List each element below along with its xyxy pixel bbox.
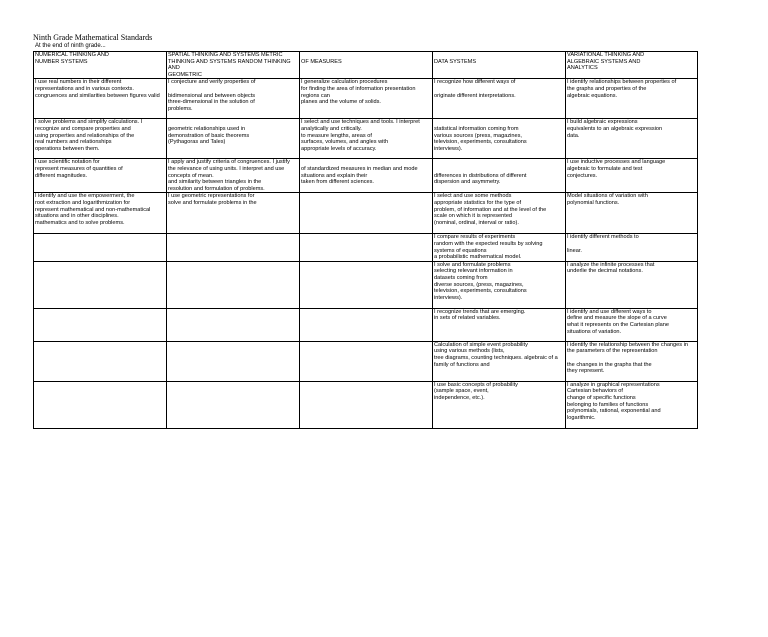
header-spatial: SPATIAL THINKING AND SYSTEMS METRIC THINKING AND SYSTEMS RANDOM THINKING AND GEOMETRIC — [167, 52, 300, 79]
table-cell: I use inductive processes and language algebraic to formulate and test conjectures. — [566, 159, 698, 193]
table-cell — [34, 308, 167, 341]
table-cell: I recognize trends that are emerging. in sets of related variables. — [433, 308, 566, 341]
header-variational: VARIATIONAL THINKING AND ALGEBRAIC SYSTEMS AND ANALYTICS — [566, 52, 698, 79]
standards-table — [33, 51, 698, 429]
table-cell: I use real numbers in their different representations and in various contexts. congruences and similarities between figures valid — [34, 79, 167, 119]
table-cell: statistical information coming from various sources (press, magazines, television, experiments, consultations interviews). — [433, 119, 566, 159]
table-cell: I generalize calculation procedures for finding the area of information presentation regions can planes and the volume of solids. — [300, 79, 433, 119]
table-cell: of standardized measures in median and mode situations and explain their taken from different sciences. — [300, 159, 433, 193]
table-cell: I select and use techniques and tools. I interpret analytically and critically. to measure lengths, areas of surfaces, volumes, and angles with appropriate levels of accuracy. — [300, 119, 433, 159]
table-cell — [300, 193, 433, 234]
table-cell: I recognize how different ways of originate different interpretations. — [433, 79, 566, 119]
table-cell: I identify and use different ways to define and measure the slope of a curve what it represents on the Cartesian plane situations of variation. — [566, 308, 698, 341]
document-title: Ninth Grade Mathematical Standards — [33, 33, 153, 42]
table-cell — [167, 381, 300, 428]
table-cell: I solve and formulate problems selecting relevant information in datasets coming from diverse sources, (press, magazines, television, experiments, consultations interviews). — [433, 261, 566, 308]
table-row — [34, 193, 698, 234]
table-cell: I analyze in graphical representations Cartesian behaviors of change of specific functions belonging to families of functions polynomials, rational, exponential and logarithmic. — [566, 381, 698, 428]
table-row — [34, 341, 698, 381]
table-cell — [167, 341, 300, 381]
table-cell: differences in distributions of different dispersion and asymmetry. — [433, 159, 566, 193]
header-metric: OF MEASURES — [300, 52, 433, 79]
table-cell — [34, 261, 167, 308]
table-cell — [300, 261, 433, 308]
table-cell: I select and use some methods appropriate statistics for the type of problem, of information and at the level of the scale on which it is represented (nominal, ordinal, interval or ratio). — [433, 193, 566, 234]
table-cell — [34, 234, 167, 261]
table-row — [34, 79, 698, 119]
table-cell — [34, 341, 167, 381]
table-cell: I use basic concepts of probability (sample space, event, independence, etc.). — [433, 381, 566, 428]
table-row — [34, 119, 698, 159]
table-cell — [167, 261, 300, 308]
table-cell: I identify different methods to linear. — [566, 234, 698, 261]
table-cell: I analyze the infinite processes that underlie the decimal notations. — [566, 261, 698, 308]
table-cell — [167, 308, 300, 341]
table-cell — [300, 341, 433, 381]
header-row — [34, 52, 698, 79]
table-cell — [300, 308, 433, 341]
table-cell: I build algebraic expressions equivalents to an algebraic expression data. — [566, 119, 698, 159]
table-cell: I apply and justify criteria of congruences. I justify the relevance of using units. I interpret and use concepts of mean. and similarity between triangles in the resolution and formulation of problems. — [167, 159, 300, 193]
table-row — [34, 234, 698, 261]
table-cell — [300, 234, 433, 261]
table-cell — [34, 381, 167, 428]
table-cell: I identify relationships between properties of the graphs and properties of the algebraic equations. — [566, 79, 698, 119]
table-row — [34, 308, 698, 341]
table-cell: Model situations of variation with polynomial functions. — [566, 193, 698, 234]
table-cell: I use scientific notation for represent measures of quantities of different magnitudes. — [34, 159, 167, 193]
table-cell: I identify the relationship between the changes in the parameters of the representation the changes in the graphs that the they represent. — [566, 341, 698, 381]
table-cell: I identify and use the empowerment, the root extraction and logarithmization for represent mathematical and non-mathematical situations and in other disciplines. mathematics and to solve problems. — [34, 193, 167, 234]
table-cell: I solve problems and simplify calculations. I recognize and compare properties and using properties and relationships of the real numbers and relationships operations between them. — [34, 119, 167, 159]
header-random: DATA SYSTEMS — [433, 52, 566, 79]
table-row — [34, 159, 698, 193]
table-cell: geometric relationships used in demonstration of basic theorems (Pythagoras and Tales) — [167, 119, 300, 159]
table-cell — [300, 381, 433, 428]
table-cell: Calculation of simple event probability using various methods (lists, tree diagrams, counting techniques. algebraic of a family of functions and — [433, 341, 566, 381]
table-cell — [167, 234, 300, 261]
table-cell: I compare results of experiments random with the expected results by solving systems of equations a probabilistic mathematical model. — [433, 234, 566, 261]
table-cell: I use geometric representations for solve and formulate problems in the — [167, 193, 300, 234]
document-subtitle: At the end of ninth grade... — [35, 43, 106, 49]
table-cell: I conjecture and verify properties of bidimensional and between objects three-dimensional in the solution of problems. — [167, 79, 300, 119]
header-numerical: NUMERICAL THINKING AND NUMBER SYSTEMS — [34, 52, 167, 79]
table-row — [34, 261, 698, 308]
table-row — [34, 381, 698, 428]
